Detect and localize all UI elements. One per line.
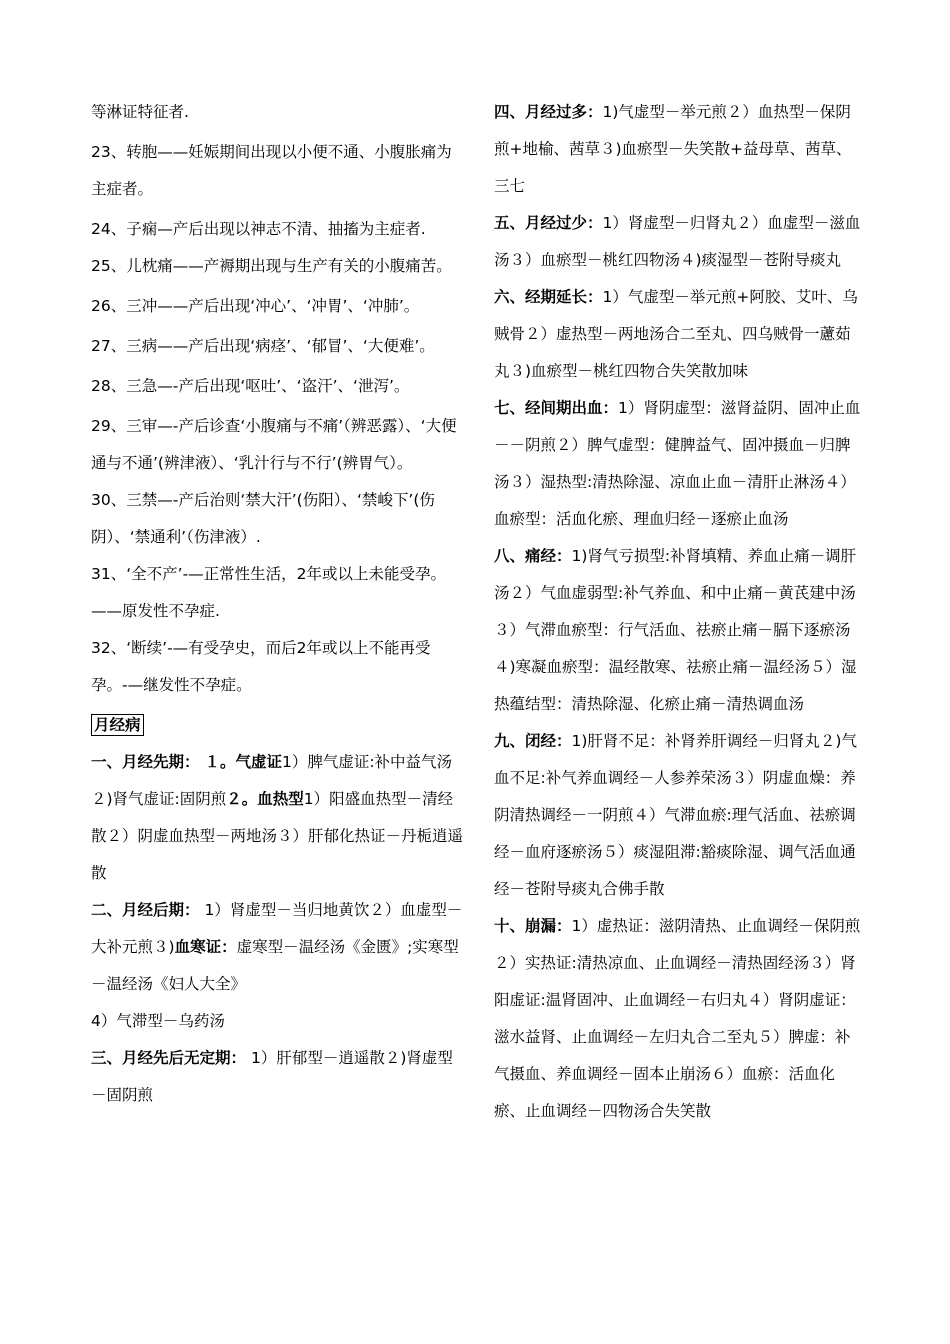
section-6 xyxy=(494,279,862,390)
section-8-title: 八、痛经： xyxy=(494,547,572,565)
section-8 xyxy=(494,538,862,723)
section-2-line3: 4）气滞型－乌药汤 xyxy=(91,1012,225,1030)
term-26: 26、三冲——产后出现‘冲心’、‘冲胃’、‘冲肺’。 xyxy=(91,297,420,315)
section-1-title: 一、月经先期： xyxy=(91,753,200,771)
section-1-sub1: １。气虚证 xyxy=(204,753,282,771)
section-2-text1: 1）肾虚型－当归地黄饮２）血虚型－大补元煎３) xyxy=(91,901,463,956)
section-7-text: 1）肾阴虚型：滋肾益阴、固冲止血－－阴煎２）脾气虚型：健脾益气、固冲摄血－归脾汤３）湿热型:清热除湿、凉血止血－清肝止淋汤４）血瘀型：活血化瘀、理血归经－逐瘀止血汤 xyxy=(494,399,861,528)
section-8-text: 1)肾气亏损型:补肾填精、养血止痛－调肝汤２）气血虚弱型:补气养血、和中止痛－黄芪建中汤３）气滞血瘀型：行气活血、祛瘀止痛－膈下逐瘀汤４)寒凝血瘀型：温经散寒、祛瘀止痛－温经汤５）湿热蕴结型：清热除湿、化瘀止痛－清热调血汤 xyxy=(494,547,857,713)
section-4 xyxy=(494,94,862,205)
section-heading: 月经病 xyxy=(91,714,144,736)
term-30: 30、三禁—-产后治则‘禁大汗’(伤阳）、‘禁峻下’(伤阴）、‘禁通利’（伤津液）. xyxy=(91,491,435,546)
section-heading-container xyxy=(91,707,463,744)
right-column xyxy=(494,94,862,1130)
section-9 xyxy=(494,723,862,908)
term-32: 32、‘断续’-—有受孕史，而后2年或以上不能再受孕。-—继发性不孕症。 xyxy=(91,639,431,694)
section-2-sub: 血寒证： xyxy=(174,938,237,956)
section-2-text2: 虚寒型－温经汤《金匮》;实寒型－温经汤《妇人大全》 xyxy=(91,938,459,993)
section-1-text2: 1）阳盛血热型－清经散２）阴虚血热型－两地汤３）肝郁化热证－丹栀逍遥散 xyxy=(91,790,464,882)
section-6-title: 六、经期延长： xyxy=(494,288,603,306)
term-27: 27、三病——产后出现‘病痉’、‘郁冒’、‘大便难’。 xyxy=(91,337,435,355)
term-24: 24、子痫—产后出现以神志不清、抽搐为主症者. xyxy=(91,220,426,238)
section-2 xyxy=(91,892,463,1003)
section-9-text: 1)肝肾不足：补肾养肝调经－归肾丸２)气血不足:补气养血调经－人参养荣汤３）阴虚血燥：养阴清热调经－一阴煎４）气滞血瘀:理气活血、祛瘀调经－血府逐瘀汤５）痰湿阻滞:豁痰除湿、调气活血通经－苍附导痰丸合佛手散 xyxy=(494,732,857,898)
term-23: 23、转胞——妊娠期间出现以小便不通、小腹胀痛为主症者。 xyxy=(91,143,452,198)
section-10-title: 十、崩漏： xyxy=(494,917,572,935)
section-7-title: 七、经间期出血： xyxy=(494,399,619,417)
section-10 xyxy=(494,908,862,1130)
section-1-sub2: ２。血热型 xyxy=(226,790,304,808)
term-31: 31、‘全不产’-—正常性生活，2年或以上未能受孕。——原发性不孕症. xyxy=(91,565,447,620)
section-1 xyxy=(91,744,463,892)
section-4-title: 四、月经过多： xyxy=(494,103,603,121)
section-1-text1: 1）脾气虚证:补中益气汤２)肾气虚证:固阴煎 xyxy=(91,753,453,808)
section-4-text: 1)气虚型－举元煎２）血热型－保阴煎+地榆、茜草３)血瘀型－失笑散+益母草、茜草、三七 xyxy=(494,103,852,195)
section-2-title: 二、月经后期： xyxy=(91,901,200,919)
section-5-title: 五、月经过少： xyxy=(494,214,603,232)
term-22-end: 等淋证特征者. xyxy=(91,103,189,121)
section-3-title: 三、月经先后无定期： xyxy=(91,1049,247,1067)
section-5 xyxy=(494,205,862,279)
section-5-text: 1）肾虚型－归肾丸２）血虚型－滋血汤３）血瘀型－桃红四物汤４)痰湿型－苍附导痰丸 xyxy=(494,214,861,269)
term-29: 29、三审—-产后诊查‘小腹痛与不痛’（辨恶露）、‘大便通与不通’(辨津液）、‘乳汁行与不行’(辨胃气）。 xyxy=(91,417,457,472)
section-9-title: 九、闭经： xyxy=(494,732,572,750)
section-7 xyxy=(494,390,862,538)
left-column xyxy=(91,94,463,1114)
section-6-text: 1）气虚型－举元煎+阿胶、艾叶、乌贼骨２）虚热型－两地汤合二至丸、四乌贼骨一藘茹丸３)血瘀型－桃红四物合失笑散加味 xyxy=(494,288,858,380)
term-25: 25、儿枕痛——产褥期出现与生产有关的小腹痛苦。 xyxy=(91,257,452,275)
section-3 xyxy=(91,1040,463,1114)
section-3-text: 1）肝郁型－逍遥散２)肾虚型－固阴煎 xyxy=(91,1049,453,1104)
section-10-text: 1）虚热证：滋阴清热、止血调经－保阴煎２）实热证:清热凉血、止血调经－清热固经汤３）肾阳虚证:温肾固冲、止血调经－右归丸４）肾阴虚证：滋水益肾、止血调经－左归丸合二至丸５）脾虚：补气摄血、养血调经－固本止崩汤６）血瘀：活血化瘀、止血调经－四物汤合失笑散 xyxy=(494,917,861,1120)
term-28: 28、三急—-产后出现‘呕吐’、‘盗汗’、‘泄泻’。 xyxy=(91,377,410,395)
